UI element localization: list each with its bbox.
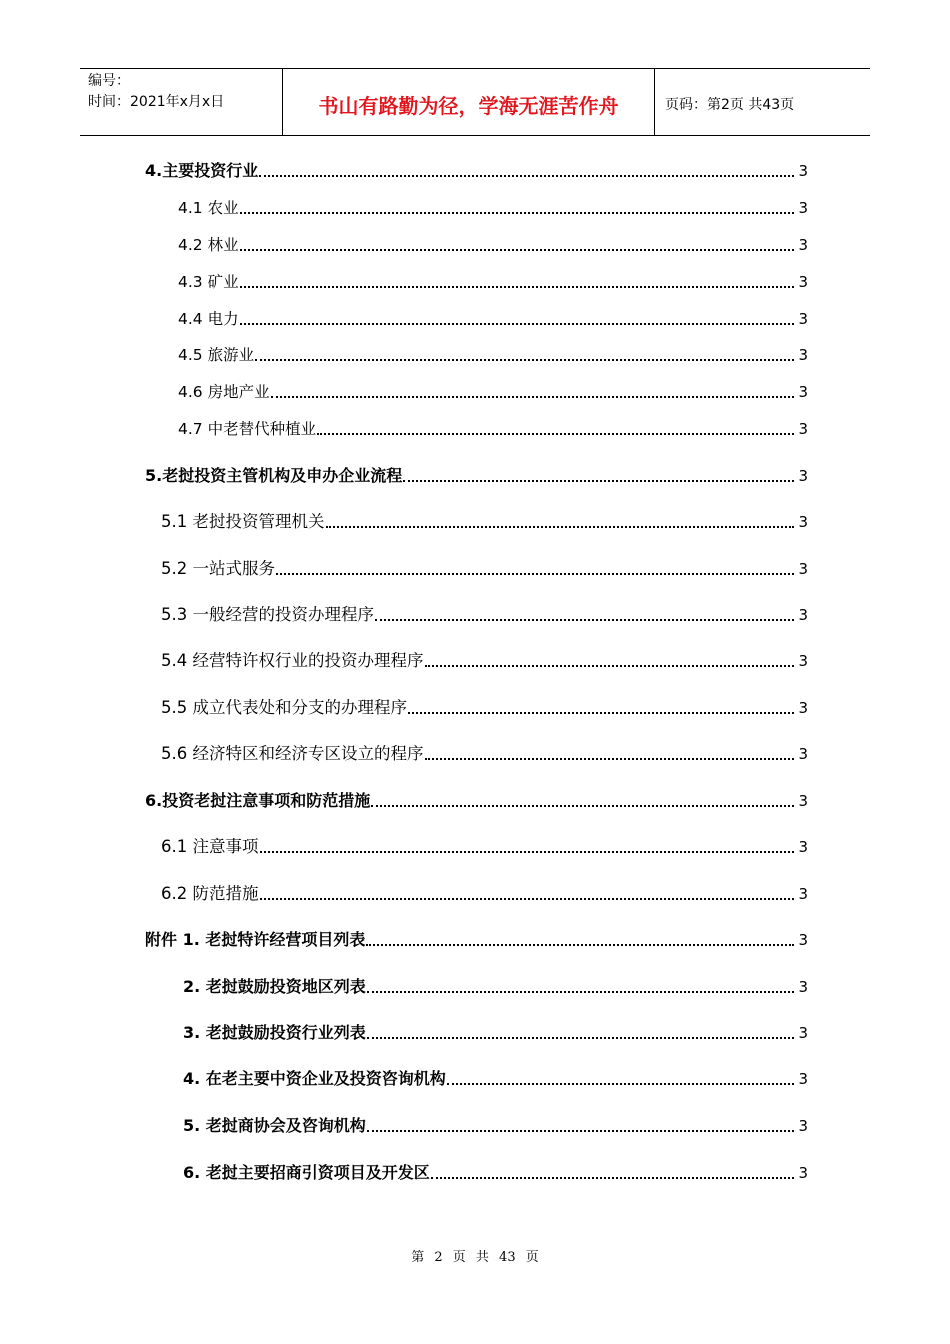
toc-entry-page: 3 — [798, 346, 808, 364]
toc-entry-4-4[interactable] — [178, 306, 808, 330]
toc-entry-appendix-4[interactable] — [183, 1066, 808, 1090]
toc-leader — [260, 898, 795, 900]
toc-entry-appendix-6[interactable] — [183, 1160, 808, 1184]
toc-leader — [255, 359, 794, 361]
toc-entry-page: 3 — [798, 383, 808, 401]
toc-entry-label: 5.1 老挝投资管理机关 — [161, 512, 325, 531]
toc-leader — [260, 851, 795, 853]
toc-leader — [408, 712, 794, 714]
toc-entry-label: 4.2 林业 — [178, 236, 239, 254]
toc-entry-label: 5.2 一站式服务 — [161, 559, 275, 578]
toc-entry-page: 3 — [798, 978, 808, 996]
toc-entry-label: 5.3 一般经营的投资办理程序 — [161, 605, 374, 624]
toc-entry-label: 6. 老挝主要招商引资项目及开发区 — [183, 1163, 430, 1182]
toc-entry-label: 4.7 中老替代种植业 — [178, 420, 317, 438]
header-page-info: 页码：第2页 共43页 — [665, 97, 795, 113]
toc-entry-page: 3 — [798, 931, 808, 949]
toc-entry-page: 3 — [798, 1164, 808, 1182]
toc-entry-section-5[interactable] — [145, 463, 808, 487]
toc-entry-5-6[interactable] — [161, 741, 808, 765]
toc-entry-label: 4.6 房地产业 — [178, 383, 270, 401]
toc-leader — [403, 480, 794, 482]
toc-entry-5-5[interactable] — [161, 695, 808, 719]
toc-entry-label: 4. 在老主要中资企业及投资咨询机构 — [183, 1069, 446, 1088]
toc-entry-page: 3 — [798, 560, 808, 578]
toc-leader — [366, 944, 794, 946]
toc-entry-label: 6.2 防范措施 — [161, 884, 259, 903]
toc-entry-label: 5.4 经营特许权行业的投资办理程序 — [161, 651, 424, 670]
toc-leader — [375, 619, 794, 621]
toc-entry-label: 2. 老挝鼓励投资地区列表 — [183, 977, 366, 996]
toc-entry-page: 3 — [798, 652, 808, 670]
toc-entry-5-4[interactable] — [161, 648, 808, 672]
toc-leader — [431, 1177, 794, 1179]
toc-entry-section-6[interactable] — [145, 788, 808, 812]
page-footer: 第 2 页 共 43 页 — [411, 1250, 539, 1265]
toc-entry-label: 5.老挝投资主管机构及申办企业流程 — [145, 466, 403, 485]
toc-leader — [276, 573, 794, 575]
toc-entry-page: 3 — [798, 838, 808, 856]
toc-entry-page: 3 — [798, 606, 808, 624]
toc-entry-label: 4.5 旅游业 — [178, 346, 255, 364]
toc-leader — [317, 433, 794, 435]
toc-entry-appendix-5[interactable] — [183, 1113, 808, 1137]
toc-leader — [447, 1083, 794, 1085]
header-meta — [80, 69, 283, 135]
toc-entry-page: 3 — [798, 699, 808, 717]
toc-entry-4-1[interactable] — [178, 195, 808, 219]
toc-entry-page: 3 — [798, 236, 808, 254]
toc-leader — [240, 212, 794, 214]
toc-entry-label: 4.3 矿业 — [178, 273, 239, 291]
toc-entry-5-2[interactable] — [161, 556, 808, 580]
toc-leader — [259, 175, 794, 177]
toc-entry-page: 3 — [798, 745, 808, 763]
toc-entry-page: 3 — [798, 310, 808, 328]
toc-entry-page: 3 — [798, 1070, 808, 1088]
toc-leader — [367, 991, 794, 993]
toc-leader — [240, 249, 794, 251]
toc-entry-page: 3 — [798, 513, 808, 531]
toc-entry-page: 3 — [798, 1117, 808, 1135]
toc-entry-label: 6.投资老挝注意事项和防范措施 — [145, 791, 371, 810]
toc-entry-appendix-3[interactable] — [183, 1020, 808, 1044]
toc-leader — [425, 758, 795, 760]
toc-entry-page: 3 — [798, 420, 808, 438]
toc-entry-page: 3 — [798, 885, 808, 903]
toc-entry-5-3[interactable] — [161, 602, 808, 626]
toc-entry-5-1[interactable] — [161, 509, 808, 533]
toc-entry-page: 3 — [798, 792, 808, 810]
toc-entry-page: 3 — [798, 162, 808, 180]
toc-entry-page: 3 — [798, 467, 808, 485]
toc-entry-page: 3 — [798, 199, 808, 217]
document-number-label: 编号： — [88, 73, 130, 89]
toc-entry-section-4[interactable] — [145, 158, 808, 182]
toc-entry-4-7[interactable] — [178, 416, 808, 440]
toc-entry-label: 6.1 注意事项 — [161, 837, 259, 856]
toc-entry-label: 4.主要投资行业 — [145, 161, 259, 180]
toc-entry-page: 3 — [798, 273, 808, 291]
toc-leader — [240, 323, 794, 325]
page-header — [80, 68, 870, 136]
toc-entry-label: 4.4 电力 — [178, 310, 239, 328]
toc-leader — [240, 286, 794, 288]
toc-entry-6-2[interactable] — [161, 881, 808, 905]
toc-entry-label: 5. 老挝商协会及咨询机构 — [183, 1116, 366, 1135]
toc-leader — [425, 665, 795, 667]
toc-entry-appendix-2[interactable] — [183, 974, 808, 998]
toc-entry-appendix-1[interactable] — [145, 927, 808, 951]
header-motto: 书山有路勤为径，学海无涯苦作舟 — [283, 69, 655, 135]
toc-entry-page: 3 — [798, 1024, 808, 1042]
toc-leader — [326, 526, 795, 528]
document-time-label: 时间：2021年x月x日 — [88, 94, 225, 110]
toc-entry-4-6[interactable] — [178, 379, 808, 403]
toc-entry-label: 3. 老挝鼓励投资行业列表 — [183, 1023, 366, 1042]
toc-entry-6-1[interactable] — [161, 834, 808, 858]
toc-leader — [367, 1037, 794, 1039]
toc-entry-label: 附件 1. 老挝特许经营项目列表 — [145, 930, 366, 949]
toc-entry-4-2[interactable] — [178, 232, 808, 256]
toc-entry-4-3[interactable] — [178, 269, 808, 293]
toc-leader — [271, 396, 794, 398]
toc-entry-label: 5.5 成立代表处和分支的办理程序 — [161, 698, 407, 717]
toc-leader — [367, 1130, 794, 1132]
toc-entry-4-5[interactable] — [178, 342, 808, 366]
toc-entry-label: 4.1 农业 — [178, 199, 239, 217]
toc-leader — [371, 805, 794, 807]
toc-entry-label: 5.6 经济特区和经济专区设立的程序 — [161, 744, 424, 763]
